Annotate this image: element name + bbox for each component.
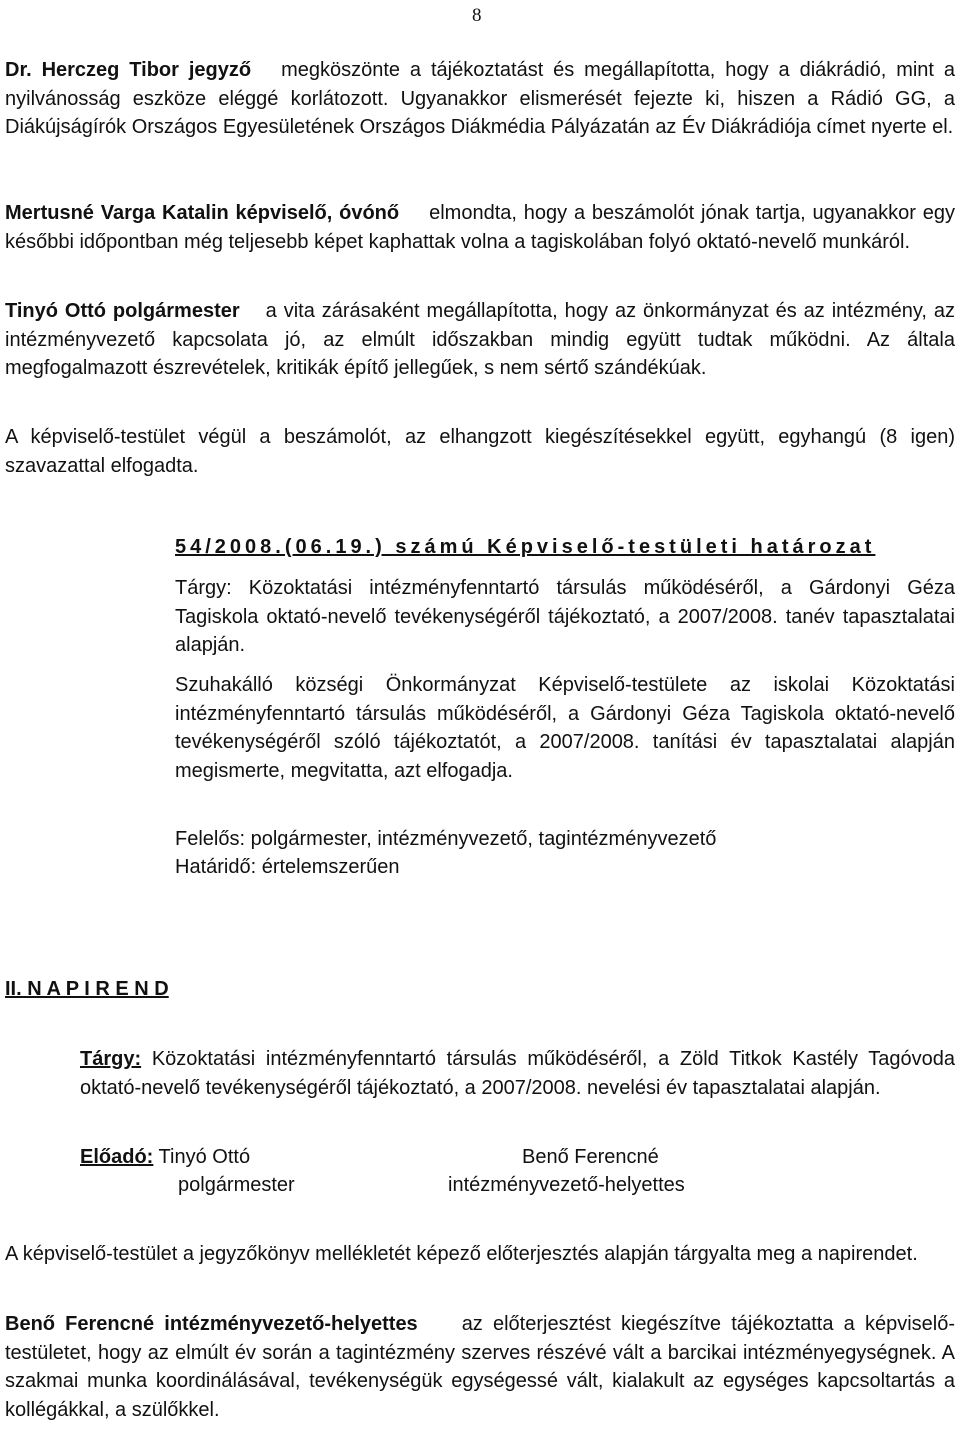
page-number: 8 — [472, 5, 482, 26]
paragraph-herczeg — [5, 56, 955, 142]
agenda-subject — [80, 1045, 955, 1102]
paragraph-mertusne-text: elmondta, hogy a beszámolót jónak tartja, ugyanakkor egy későbbi időpontban még teljesebb képet kaphattak volna a tagiskolában folyó oktató-nevelő munkáról. — [5, 202, 955, 253]
presenter1-role: polgármester — [178, 1174, 295, 1196]
paragraph-herczeg-text: megköszönte a tájékoztatást és megállapította, hogy a diákrádió, mint a nyilvánosság eszköze eléggé korlátozott. Ugyanakkor elismerését fejezte ki, hiszen a Rádió GG, a Diákújságírók Országos Egyesületének Országos Diákmédia Pályázatán az Év Diákrádiója címet nyerte el. — [5, 59, 955, 138]
paragraph-discussion: A képviselő-testület a jegyzőkönyv mellékletét képező előterjesztés alapján tárgyalta meg a napirendet. — [5, 1243, 918, 1265]
resolution-deadline: Határidő: értelemszerűen — [175, 856, 400, 878]
paragraph-beno — [5, 1310, 955, 1424]
agenda-subject-text: Közoktatási intézményfenntartó társulás működéséről, a Zöld Titkok Kastély Tagóvoda oktató-nevelő tevékenységéről tájékoztató, a 2007/2008. nevelési év tapasztalatai alapján. — [80, 1048, 955, 1099]
paragraph-mertusne — [5, 199, 955, 256]
resolution-responsible: Felelős: polgármester, intézményvezető, tagintézményvezető — [175, 828, 717, 850]
paragraph-tinyo-text: a vita zárásaként megállapította, hogy az önkormányzat és az intézmény, az intézményvezető kapcsolata jó, az elmúlt időszakban mindig együtt tudtak működni. Az általa megfogalmazott észrevételek, kritikák építő jellegűek, s nem sértő szándékúak. — [5, 300, 955, 379]
presenter-label: Előadó: — [80, 1146, 154, 1168]
resolution-subject: Tárgy: Közoktatási intézményfenntartó társulás működéséről, a Gárdonyi Géza Tagiskola oktató-nevelő tevékenységéről tájékoztató, a 2007/2008. tanév tapasztalatai alapján. — [175, 577, 955, 656]
agenda-heading: II. N A P I R E N D — [5, 978, 169, 1000]
agenda-subject-label: Tárgy: — [80, 1048, 142, 1070]
presenter2-role: intézményvezető-helyettes — [448, 1174, 685, 1196]
resolution-title: 54/2008.(06.19.) számú Képviselő-testületi határozat — [175, 536, 876, 558]
speaker-mertusne: Mertusné Varga Katalin képviselő, óvónő — [5, 202, 400, 224]
speaker-beno: Benő Ferencné intézményvezető-helyettes — [5, 1313, 418, 1335]
speaker-tinyo: Tinyó Ottó polgármester — [5, 300, 240, 322]
paragraph-tinyo — [5, 297, 955, 383]
presenter-line — [80, 1143, 250, 1172]
paragraph-beno-text: az előterjesztést kiegészítve tájékoztatta a képviselő-testületet, hogy az elmúlt év során a tagintézmény szerves részévé vált a barcikai intézményegységnek. A szakmai munka koordinálásával, tevékenységük egységessé vált, kialakult az egységes kapcsoltartás a kollégákkal, a szülőkkel. — [5, 1313, 955, 1421]
presenter1-name: Tinyó Ottó — [158, 1146, 251, 1168]
paragraph-vote: A képviselő-testület végül a beszámolót, az elhangzott kiegészítésekkel együtt, egyhangú (8 igen) szavazattal elfogadta. — [5, 426, 955, 477]
resolution-body: Szuhakálló községi Önkormányzat Képviselő-testülete az iskolai Közoktatási intézményfenntartó társulás működéséről, a Gárdonyi Géza Tagiskola oktató-nevelő tevékenységéről szóló tájékoztatót, a 2007/2008. tanítási év tapasztalatai alapján megismerte, megvitatta, azt elfogadja. — [175, 674, 955, 782]
presenter2-name: Benő Ferencné — [522, 1146, 659, 1168]
speaker-herczeg: Dr. Herczeg Tibor jegyző — [5, 59, 252, 81]
